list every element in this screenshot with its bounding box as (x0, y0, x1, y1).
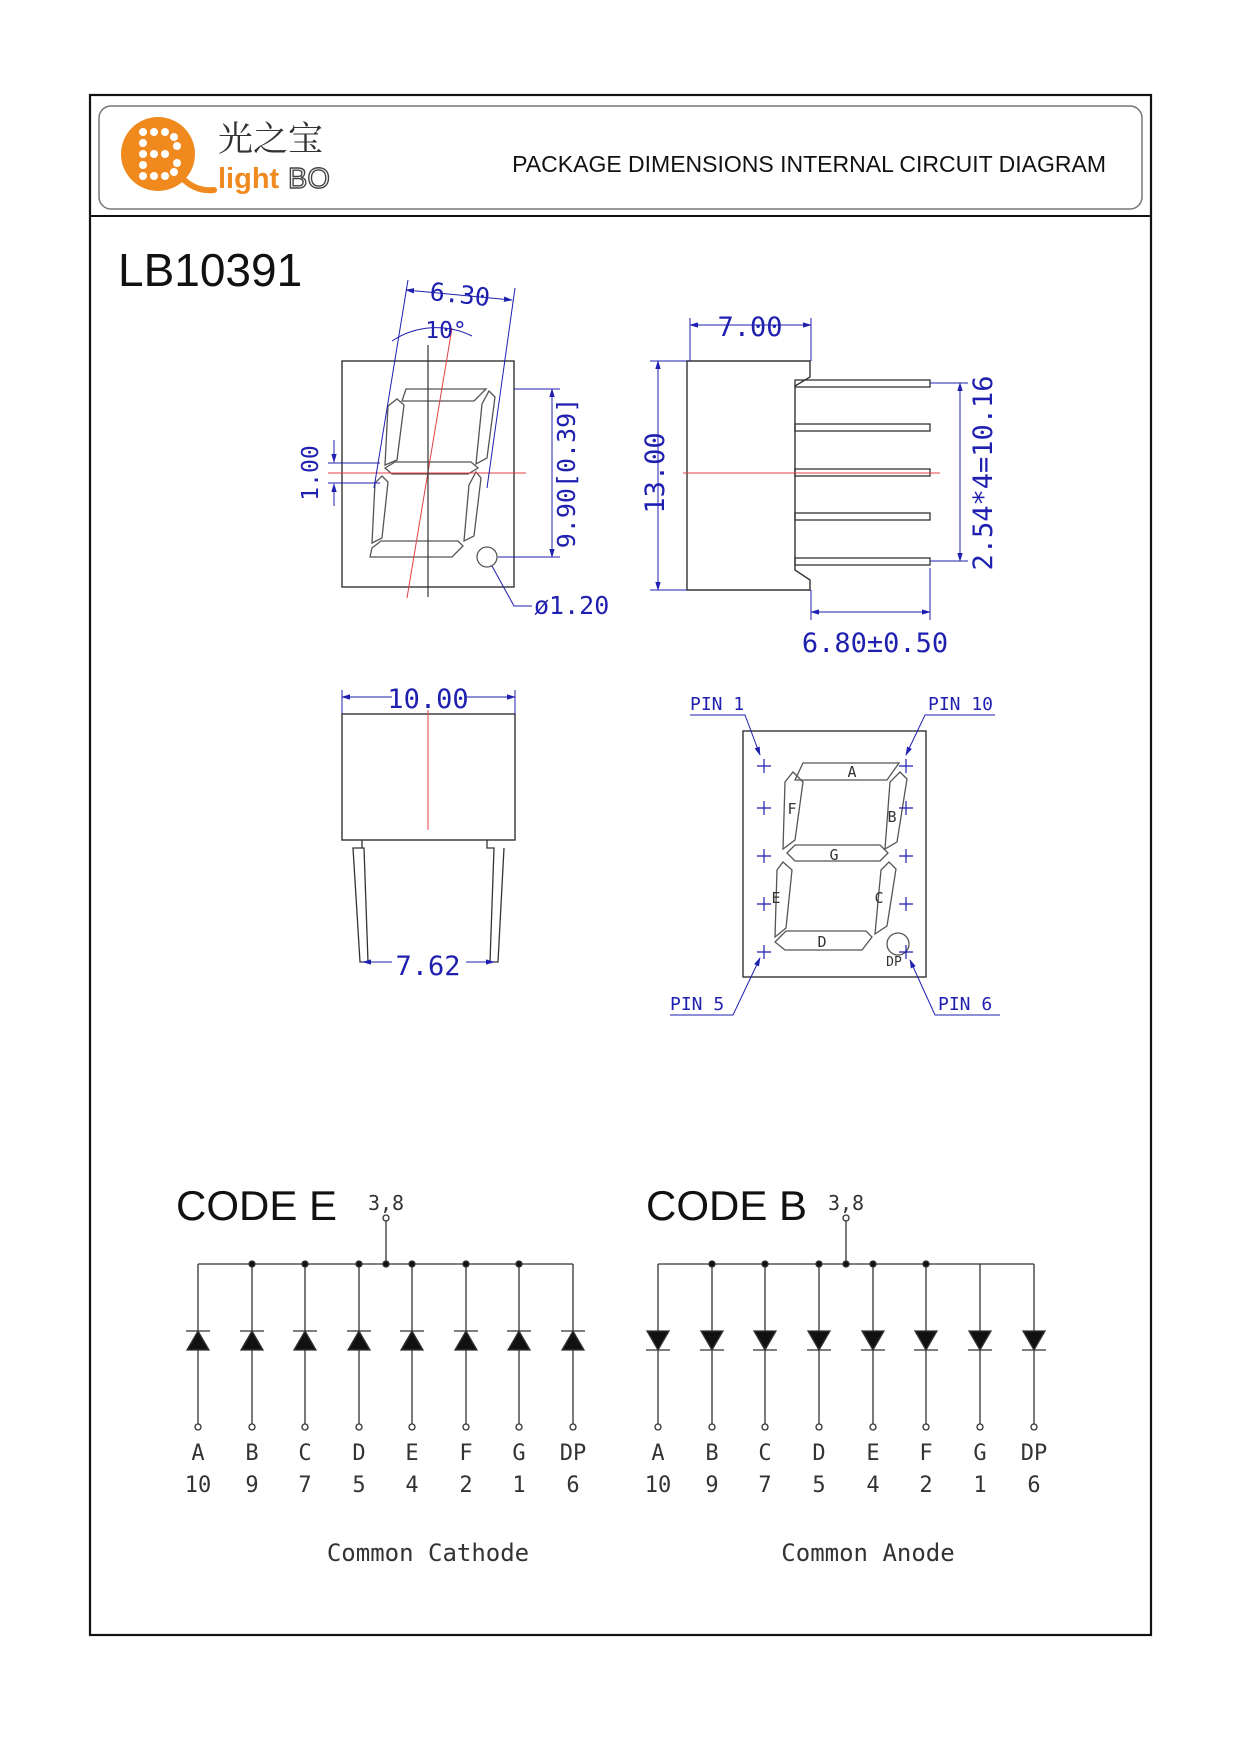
front-view (298, 277, 609, 620)
code-b-pin: 7 (758, 1473, 772, 1498)
bottom-pin-left (353, 840, 368, 962)
code-b-pin: 5 (812, 1473, 826, 1498)
seg-label-f: F (787, 800, 797, 818)
code-b-common-pins: 3,8 (827, 1191, 865, 1215)
pinout-segments (775, 763, 907, 950)
code-b-label: A (651, 1441, 665, 1466)
code-e-caption: Common Cathode (326, 1539, 530, 1567)
dim-pin-span: 2.54*4=10.16 (968, 375, 999, 571)
circuit-code-b (645, 1182, 1048, 1567)
seg-label-c: C (874, 889, 884, 907)
pin1-label: PIN 1 (690, 694, 745, 715)
code-b-pin: 4 (866, 1473, 880, 1498)
code-b-label: DP (1020, 1441, 1048, 1466)
code-e-pin: 10 (184, 1473, 212, 1498)
page-border (90, 95, 1151, 1635)
dim-pin-length: 6.80±0.50 (801, 628, 949, 659)
code-b-pin: 1 (973, 1473, 987, 1498)
dim-pin-spacing: 7.62 (395, 951, 461, 982)
bottom-view (342, 684, 515, 982)
circuit-code-e (176, 1182, 586, 1567)
seg-label-d: D (817, 933, 827, 951)
code-b-pin: 6 (1027, 1473, 1041, 1498)
code-e-label: A (191, 1441, 205, 1466)
dim-width: 6.30 (428, 276, 492, 313)
code-e-label: DP (559, 1441, 587, 1466)
seg-label-e: E (771, 889, 781, 907)
seg-label-dp: DP (886, 955, 902, 970)
code-b-caption: Common Anode (781, 1539, 955, 1567)
pin10-label: PIN 10 (928, 694, 994, 715)
dim-bottom-width: 10.00 (387, 684, 469, 715)
code-e-pin: 6 (566, 1473, 580, 1498)
brand-bo: BO (288, 163, 330, 195)
code-b-pin: 10 (644, 1473, 672, 1498)
code-b-label: C (758, 1441, 772, 1466)
dim-total-height: 13.00 (640, 432, 671, 514)
dim-depth: 7.00 (717, 312, 783, 343)
sheet-title: PACKAGE DIMENSIONS INTERNAL CIRCUIT DIAGRAM (512, 151, 1106, 177)
code-e-pin: 4 (405, 1473, 419, 1498)
code-e-label: B (245, 1441, 259, 1466)
side-body (687, 361, 810, 590)
code-b-pin: 2 (919, 1473, 933, 1498)
dim-gap: 1.00 (298, 445, 324, 501)
code-b-label: B (705, 1441, 719, 1466)
bottom-pin-right (487, 840, 504, 962)
brand-light: light (218, 163, 280, 195)
code-e-label: F (459, 1441, 473, 1466)
dim-slant: 10° (425, 318, 467, 344)
pinout-view (670, 694, 1000, 1015)
pin5-label: PIN 5 (670, 994, 725, 1015)
seg-label-b: B (887, 808, 897, 826)
brand-cn: 光之宝 (218, 120, 324, 160)
code-e-pin: 5 (352, 1473, 366, 1498)
code-e-pin: 9 (245, 1473, 259, 1498)
code-b-label: D (812, 1441, 826, 1466)
seg-label-g: G (829, 846, 839, 864)
seg-label-a: A (847, 763, 857, 781)
brand-logo (121, 117, 330, 195)
code-e-common-pins: 3,8 (367, 1191, 405, 1215)
code-e-pin: 1 (512, 1473, 526, 1498)
dim-dp-diameter: ø1.20 (534, 591, 610, 620)
code-e-title: CODE E (176, 1182, 338, 1229)
dp-dot (477, 547, 497, 567)
code-e-label: E (405, 1441, 419, 1466)
code-b-title: CODE B (646, 1182, 808, 1229)
code-b-label: E (866, 1441, 880, 1466)
dim-height: 9.90[0.39] (552, 397, 581, 549)
code-e-pin: 7 (298, 1473, 312, 1498)
code-e-pin: 2 (459, 1473, 473, 1498)
code-e-label: D (352, 1441, 366, 1466)
pin6-label: PIN 6 (938, 994, 993, 1015)
code-b-label: F (919, 1441, 933, 1466)
code-e-label: C (298, 1441, 312, 1466)
side-view (640, 312, 999, 659)
part-number: LB10391 (118, 244, 303, 296)
code-b-pin: 9 (705, 1473, 719, 1498)
code-e-label: G (512, 1441, 526, 1466)
code-b-label: G (973, 1441, 987, 1466)
